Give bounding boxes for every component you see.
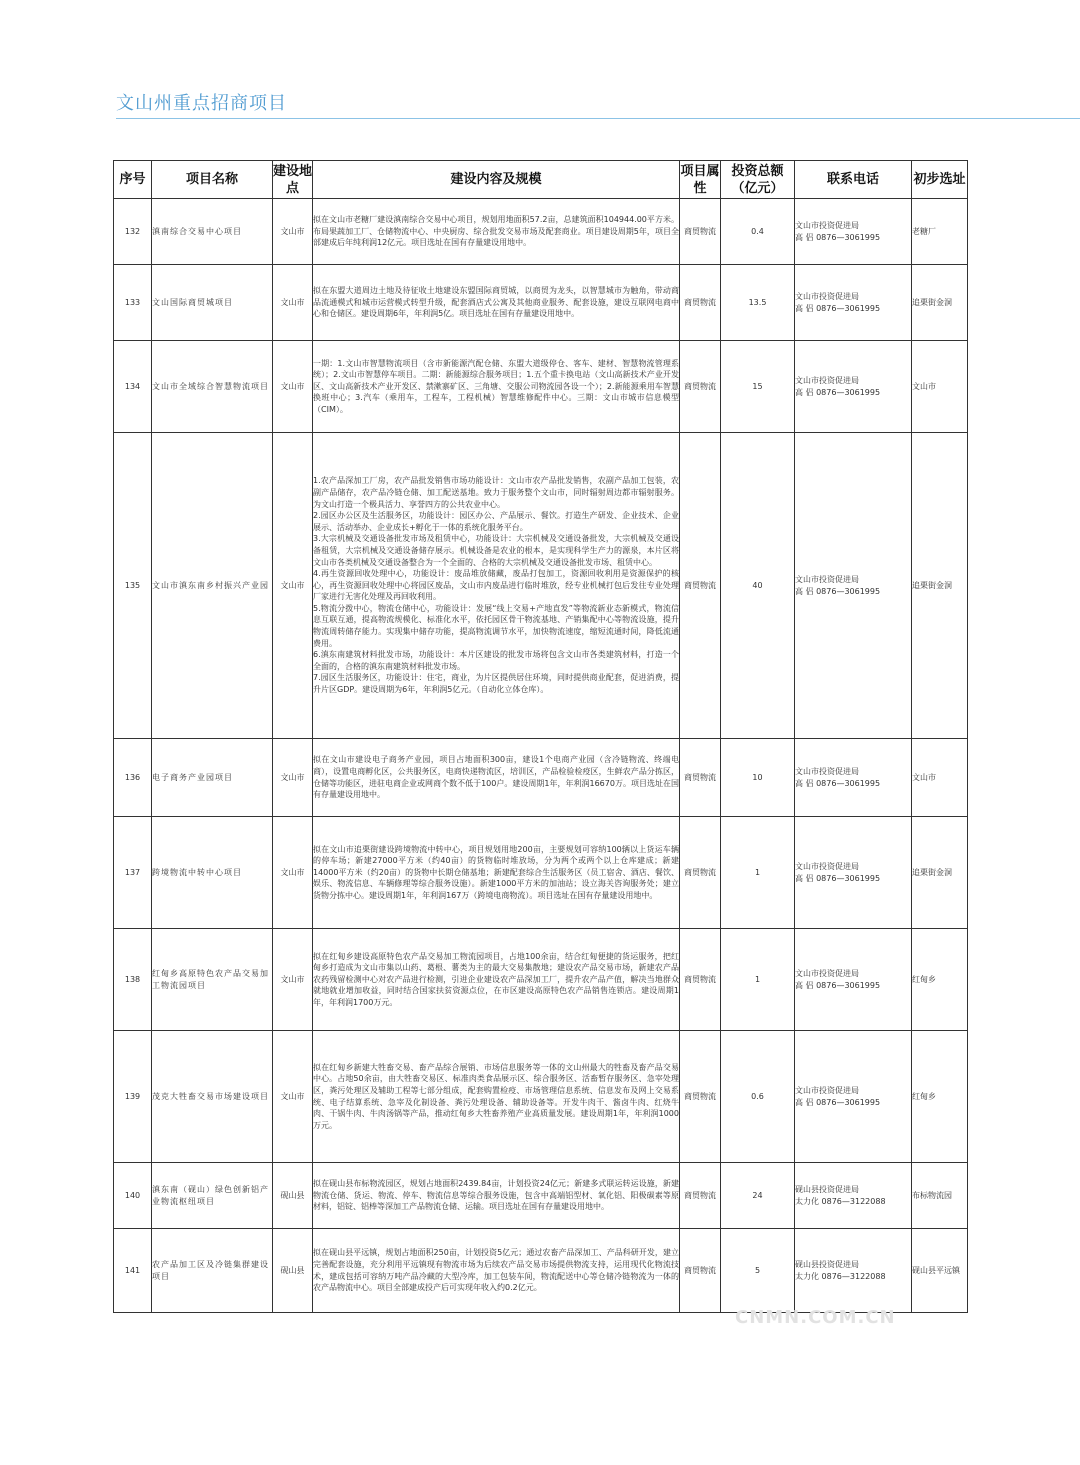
header-type: 项目属性 (680, 161, 721, 199)
contact-person: 高 侣 0876—3061995 (795, 232, 881, 242)
table-row (114, 1163, 968, 1229)
table-row (114, 1229, 968, 1313)
project-name: 跨境物流中转中心项目 (152, 817, 273, 929)
project-type: 商贸物流 (680, 1229, 721, 1313)
project-investment: 1 (721, 817, 795, 929)
project-name: 滇东南（砚山）绿色创新铝产业物流枢纽项目 (152, 1163, 273, 1229)
project-site: 砚山县平远镇 (912, 1229, 968, 1313)
project-investment: 0.4 (721, 199, 795, 265)
table-row (114, 199, 968, 265)
project-name: 文山国际商贸城项目 (152, 265, 273, 341)
contact-org: 砚山县投资促进局 (795, 1184, 859, 1194)
row-number: 132 (114, 199, 152, 265)
project-name: 农产品加工区及冷链集群建设项目 (152, 1229, 273, 1313)
row-number: 138 (114, 929, 152, 1031)
project-content: 1.农产品深加工厂房，农产品批发销售市场功能设计：文山市农产品批发销售，农副产品加工包装，农副产品储存，农产品冷链仓储、加工配送基地。致力于服务整个文山市，同时辐射周边都市辐射服务。为文山打造一个极具活力、享誉四方的公共农业中心。 2.园区办公区及生活服务区，功能设计：园区办公、产品展示、餐饮。打造生产研发、企业技术、企业展示、活动举办、企业成长+孵化于一体的系统化服务平台。 3.大宗机械及交通设备批发市场及租赁中心，功能设计：大宗机械及交通设备批发，大宗机械及交通设备租赁，大宗机械及交通设备储存展示。机械设备是农业的根本，是实现科学生产力的源泉，本片区将文山市各类机械及交通设备整合为一个全面的、合格的大宗机械及交通设备批发市场、租赁中心。 4.再生资源回收处理中心，功能设计：废品堆放储藏，废品打包加工，资源回收利用是资源保护的核心，再生资源回收处理中心将园区废品，文山市内废品进行临时堆放，经专业机械打包后发往专业处理厂家进行无害化处理及再回收利用。 5.物流分拨中心，物流仓储中心，功能设计：发展“线上交易+产地直发”等物流新业态新模式，物流信息互联互通，提高物流规模化、标准化水平，依托园区骨干物流基地、产销集配中心等物流设施，提升物流周转储存能力。实现集中储存功能，提高物流调节水平，加快物流速度，缩短流通时间，降低流通费用。 6.滇东南建筑材料批发市场，功能设计：本片区建设的批发市场将包含文山市各类建筑材料，打造一个全面的，合格的滇东南建筑材料批发市场。 7.园区生活服务区，功能设计：住宅，商业，为片区提供居住环境，同时提供商业配套，促进消费，提升片区GDP。建设周期为6年，年利润5亿元。（自动化立体仓库）。 (313, 433, 680, 739)
header-site: 初步选址 (912, 161, 968, 199)
project-site: 追栗街金洞 (912, 265, 968, 341)
project-site: 红甸乡 (912, 1031, 968, 1163)
table-row (114, 929, 968, 1031)
contact-org: 文山市投资促进局 (795, 861, 859, 871)
project-location: 文山市 (273, 265, 313, 341)
project-investment: 13.5 (721, 265, 795, 341)
contact-person: 太力化 0876—3122088 (795, 1271, 886, 1281)
contact-org: 文山市投资促进局 (795, 968, 859, 978)
project-location: 文山市 (273, 739, 313, 817)
project-contact (795, 817, 912, 929)
table-row (114, 817, 968, 929)
header-contact: 联系电话 (795, 161, 912, 199)
table-row (114, 739, 968, 817)
contact-org: 文山市投资促进局 (795, 1085, 859, 1095)
project-contact (795, 929, 912, 1031)
contact-person: 高 侣 0876—3061995 (795, 1097, 881, 1107)
project-site: 文山市 (912, 739, 968, 817)
row-number: 135 (114, 433, 152, 739)
project-location: 文山市 (273, 433, 313, 739)
contact-org: 文山市投资促进局 (795, 220, 859, 230)
contact-org: 文山市投资促进局 (795, 375, 859, 385)
project-content: 拟在红甸乡新建大牲畜交易、畜产品综合展销、市场信息服务等一体的文山州最大的牲畜及畜产品交易中心。占地50余亩，由大牲畜交易区、标准肉类食品展示区、综合服务区、活畜暂存服务区、急宰处理区，粪污处理区及辅助工程等七部分组成，配套购置检疫、市场管理信息系统、信息发布及网上交易系统、电子结算系统、急宰及化制设备、粪污处理设备、辅助设备等。开发牛肉干、酱卤牛肉、红烧牛肉、干锅牛肉、牛肉汤锅等产品，推动红甸乡大牲畜养殖产业高质量发展。建设周期1年，年利润1000万元。 (313, 1031, 680, 1163)
contact-org: 文山市投资促进局 (795, 291, 859, 301)
project-type: 商贸物流 (680, 817, 721, 929)
project-investment: 24 (721, 1163, 795, 1229)
contact-person: 高 侣 0876—3061995 (795, 980, 881, 990)
project-contact (795, 433, 912, 739)
row-number: 137 (114, 817, 152, 929)
project-contact (795, 1163, 912, 1229)
project-investment: 40 (721, 433, 795, 739)
row-number: 133 (114, 265, 152, 341)
table-row (114, 433, 968, 739)
header-no: 序号 (114, 161, 152, 199)
project-location: 文山市 (273, 817, 313, 929)
project-location: 文山市 (273, 1031, 313, 1163)
project-site: 红甸乡 (912, 929, 968, 1031)
project-name: 红甸乡高原特色农产品交易加工物流园项目 (152, 929, 273, 1031)
contact-org: 文山市投资促进局 (795, 574, 859, 584)
project-type: 商贸物流 (680, 1163, 721, 1229)
row-number: 134 (114, 341, 152, 433)
page-header (116, 92, 1080, 118)
project-type: 商贸物流 (680, 433, 721, 739)
project-contact (795, 1229, 912, 1313)
project-location: 文山市 (273, 199, 313, 265)
project-contact (795, 199, 912, 265)
row-number: 140 (114, 1163, 152, 1229)
watermark: CNMN.COM.CN (735, 1307, 896, 1328)
project-contact (795, 265, 912, 341)
project-site: 追栗街金洞 (912, 433, 968, 739)
project-type: 商贸物流 (680, 929, 721, 1031)
project-site: 布标物流园 (912, 1163, 968, 1229)
project-type: 商贸物流 (680, 265, 721, 341)
project-name: 文山市滇东南乡村振兴产业园 (152, 433, 273, 739)
row-number: 136 (114, 739, 152, 817)
project-site: 老糖厂 (912, 199, 968, 265)
project-investment: 1 (721, 929, 795, 1031)
header-investment: 投资总额（亿元） (721, 161, 795, 199)
project-content: 拟在红甸乡建设高原特色农产品交易加工物流园项目，占地100余亩，结合红甸便捷的货运服务，把红甸乡打造成为文山市集以山药、葛根、薯类为主的最大交易集散地；建设农产品交易市场，新建农产品农药残留检测中心对农产品进行检测，引进企业建设农产品深加工厂，提升农产品产值，解决当地群众就地就业增加收益，同时结合国家扶贫资源点位，在市区建设高原特色农产品销售连锁店。建设周期1年，年利润1700万元。 (313, 929, 680, 1031)
contact-person: 高 侣 0876—3061995 (795, 778, 881, 788)
project-location: 文山市 (273, 929, 313, 1031)
contact-person: 高 侣 0876—3061995 (795, 303, 881, 313)
project-site: 追栗街金洞 (912, 817, 968, 929)
project-location: 文山市 (273, 341, 313, 433)
project-type: 商贸物流 (680, 739, 721, 817)
contact-person: 高 侣 0876—3061995 (795, 387, 881, 397)
contact-org: 文山市投资促进局 (795, 766, 859, 776)
row-number: 139 (114, 1031, 152, 1163)
project-content: 拟在砚山县布标物流园区，规划占地面积2439.84亩，计划投资24亿元；新建多式联运转运设施，新建物流仓储、货运、物流、停车、物流信息等综合服务设施，包含中高端铝型材、氧化铝、阳极碳素等原材料，铝锭、铝棒等深加工产品物流仓储、运输。项目选址在国有存量建设用地中。 (313, 1163, 680, 1229)
project-type: 商贸物流 (680, 199, 721, 265)
contact-person: 高 侣 0876—3061995 (795, 586, 881, 596)
table-header-row (114, 161, 968, 199)
project-investment: 0.6 (721, 1031, 795, 1163)
project-type: 商贸物流 (680, 341, 721, 433)
contact-person: 太力化 0876—3122088 (795, 1196, 886, 1206)
table-row (114, 1031, 968, 1163)
project-investment: 5 (721, 1229, 795, 1313)
project-type: 商贸物流 (680, 1031, 721, 1163)
project-contact (795, 1031, 912, 1163)
project-name: 茂克大牲畜交易市场建设项目 (152, 1031, 273, 1163)
project-content: 拟在东盟大道周边土地及待征收土地建设东盟国际商贸城，以商贸为龙头，以智慧城市为触角，带动商品流通模式和城市运营模式转型升级，配套酒店式公寓及其他商业服务、配套设施，建设互联网电商中心和仓储区。建设周期6年，年利润5亿。项目选址在国有存量建设用地中。 (313, 265, 680, 341)
header-rule (116, 118, 1080, 119)
project-investment: 10 (721, 739, 795, 817)
project-investment: 15 (721, 341, 795, 433)
project-content: 拟在文山市老糖厂建设滇南综合交易中心项目，规划用地面积57.2亩，总建筑面积104944.00平方米。布局果蔬加工厂、仓储物流中心、中央厨房、综合批发交易市场及配套商业。项目建设周期5年，项目全部建成后年纯利润12亿元。项目选址在国有存量建设用地中。 (313, 199, 680, 265)
project-contact (795, 341, 912, 433)
project-location: 砚山县 (273, 1163, 313, 1229)
header-content: 建设内容及规模 (313, 161, 680, 199)
project-name: 滇南综合交易中心项目 (152, 199, 273, 265)
row-number: 141 (114, 1229, 152, 1313)
header-location: 建设地点 (273, 161, 313, 199)
project-content: 拟在砚山县平远镇，规划占地面积250亩，计划投资5亿元；通过农畜产品深加工、产品科研开发，建立完善配套设施，充分利用平远镇现有物流市场为后续农产品交易市场提供物流支持，运用现代化物流技术，建成包括可容纳万吨产品冷藏的大型冷库，加工包装车间，物流配送中心等仓储冷链物流为一体的农产品物流中心。项目全部建成投产后可实现年收入约0.2亿元。 (313, 1229, 680, 1313)
table-row (114, 265, 968, 341)
project-content: 拟在文山市追栗街建设跨境物流中转中心，项目规划用地200亩，主要规划可容纳100辆以上货运车辆的停车场；新建27000平方米（约40亩）的货物临时堆放场，分为两个或两个以上仓库建成；新建14000平方米（约20亩）的货物中长期仓储基地；新建配套综合生活服务区（员工宿舍、酒店、餐饮、娱乐、物流信息、车辆修理等综合服务设施）。新建1000平方米的加油站；设立海关咨询服务处；建立货物分拣中心。建设周期1年，年利润167万（跨境电商物流）。项目选址在国有存量建设用地中。 (313, 817, 680, 929)
table-row (114, 341, 968, 433)
project-content: 拟在文山市建设电子商务产业园，项目占地面积300亩，建设1个电商产业园（含冷链物流、终端电商），设置电商孵化区，公共服务区，电商快递物流区，培训区，产品检验检疫区，生鲜农产品分拣区，仓储等功能区，进驻电商企业或网商个数不低于100户。建设周期1年，年利润16670万。项目选址在国有存量建设用地中。 (313, 739, 680, 817)
project-site: 文山市 (912, 341, 968, 433)
project-name: 电子商务产业园项目 (152, 739, 273, 817)
header-name: 项目名称 (152, 161, 273, 199)
contact-person: 高 侣 0876—3061995 (795, 873, 881, 883)
project-location: 砚山县 (273, 1229, 313, 1313)
project-name: 文山市全域综合智慧物流项目 (152, 341, 273, 433)
projects-table (113, 160, 968, 1313)
project-contact (795, 739, 912, 817)
page-title: 文山州重点招商项目 (116, 93, 287, 114)
contact-org: 砚山县投资促进局 (795, 1259, 859, 1269)
project-content: 一期：1.文山市智慧物流项目（含市新能源汽配仓储、东盟大道级停仓、客车、建材、智慧物流管理系统）；2.文山市智慧停车项目。二期：新能源综合服务项目；1.五个重卡换电站（文山高新技术产业开发区、文山高新技术产业开发区、禁漱寨矿区、三角塘、交服公司物流园各设一个）；2.新能源乘用车智慧换班中心；3.汽车（乘用车，工程车，工程机械）智慧维修配件中心。三期：文山市城市信息模型（CIM）。 (313, 341, 680, 433)
